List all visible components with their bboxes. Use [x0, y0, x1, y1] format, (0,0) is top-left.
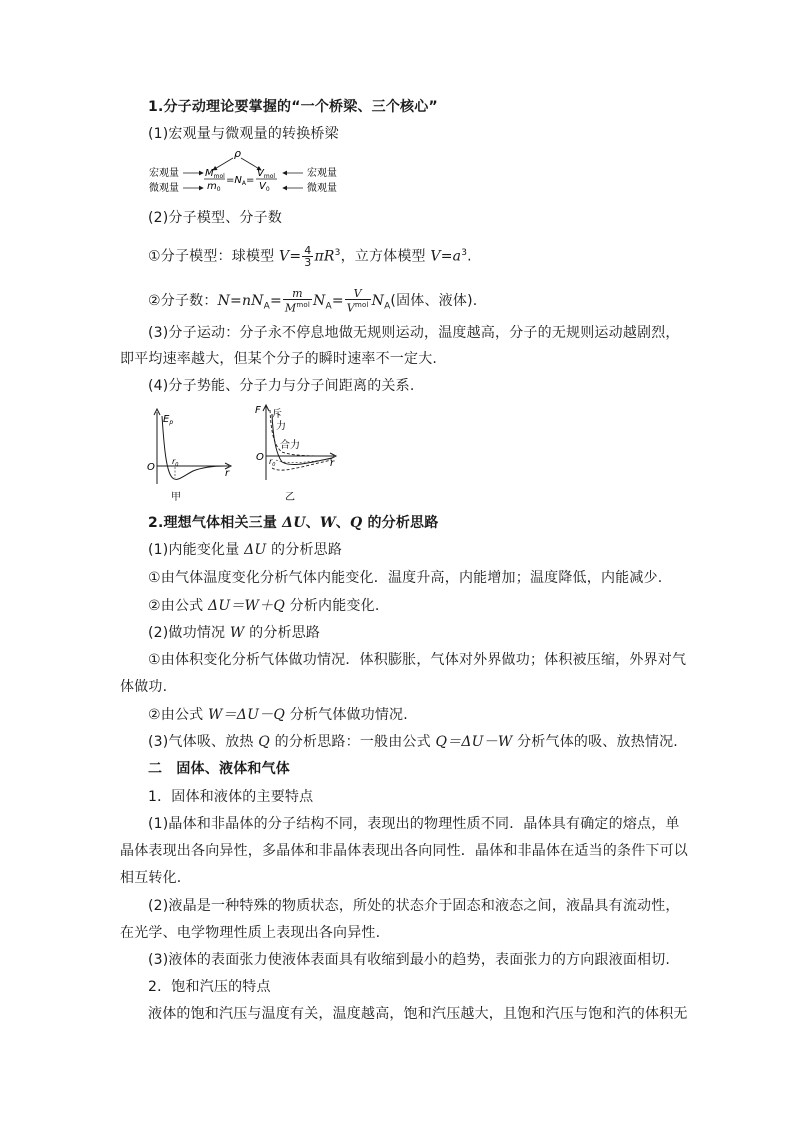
potential-energy-figure [145, 406, 235, 504]
heat-suffix: 分析气体的吸、放热情况. [512, 734, 678, 750]
ie-title-du: ΔU [244, 542, 267, 558]
work-rule-volume-line-1: ①由体积变化分析气体做功情况．体积膨胀，气体对外界做功；体积被压缩，外界对气 [148, 652, 687, 668]
saturated-vapor-line-1: 液体的饱和汽压与温度有关，温度越高，饱和汽压越大，且饱和汽压与饱和汽的体积无 [148, 1006, 688, 1022]
model-eq: = [289, 248, 302, 265]
work-formula: W＝ΔU－Q [208, 707, 285, 723]
micro-label-right: 微观量 [307, 183, 337, 194]
macro-label-left: 宏观量 [149, 168, 179, 179]
molecular-motion-line-2: 即平均速率越大，但某个分子的瞬时速率不一定大. [120, 351, 438, 367]
model-v1: V [279, 248, 290, 265]
model-v2: V [430, 248, 441, 265]
heat-rule-line [148, 733, 678, 751]
count-na-sub: A [263, 301, 270, 312]
molecule-model-line [148, 244, 472, 268]
r0-label-jia: r [172, 457, 176, 466]
svg-text:=NA= [226, 175, 254, 187]
four-thirds-fraction: $\frac{4}{3}$ [304, 244, 312, 270]
subsection-title-saturated-vapor: 2．饱和汽压的特点 [148, 979, 271, 995]
work-formula-prefix: ②由公式 [148, 707, 209, 723]
section-heading-solids-liquids-gases: 二 固体、液体和气体 [148, 761, 290, 777]
ie-title-a: (1)内能变化量 [148, 542, 245, 558]
molecular-force-figure [252, 402, 342, 504]
ideal-gas-w: W [319, 515, 336, 531]
svg-text:r0 [269, 457, 275, 468]
ie-formula: ΔU＝W＋Q [208, 598, 285, 614]
origin-label-jia: O [147, 462, 155, 473]
r-axis-label-yi: r [330, 458, 335, 469]
f-axis-label: F [255, 405, 261, 416]
heat-formula: Q＝ΔU－W [435, 734, 513, 750]
m0-sub: 0 [216, 186, 221, 193]
internal-energy-rule-temperature: ①由气体温度变化分析气体内能变化．温度升高，内能增加；温度降低，内能减少. [148, 570, 663, 586]
svg-text:m0 [207, 181, 221, 193]
svg-text:Mmol [205, 168, 225, 180]
v-over-vmol-fraction: $\frac{V}{V^{mol}}$ [346, 287, 369, 315]
molecular-motion-line-1: (3)分子运动：分子永不停息地做无规则运动，温度越高，分子的无规则运动越剧烈， [148, 325, 680, 341]
model-cube: 3 [334, 248, 341, 258]
figure-caption-jia: 甲 [171, 492, 181, 503]
v-mol: V [257, 168, 264, 179]
ep-axis-sub: p [169, 419, 174, 426]
count-nna: nN [241, 292, 264, 309]
count-eq: = [230, 292, 242, 309]
model-end: . [467, 248, 472, 265]
r0-sub-jia: 0 [175, 462, 179, 468]
count-suffix: (固体、液体). [390, 292, 478, 309]
model-mid: ，立方体模型 [340, 248, 431, 265]
m-over-mmol-fraction: $\frac{m}{M^{mol}}$ [284, 287, 311, 315]
count-na2-sub: A [325, 301, 332, 312]
repulsive-label-1: 斥 [272, 409, 282, 420]
r-axis-label-jia: r [225, 468, 230, 479]
subsection-title-solid-liquid: 1．固体和液体的主要特点 [148, 789, 314, 805]
ideal-gas-sep-1: 、 [305, 515, 320, 531]
work-rule-formula [148, 706, 408, 724]
work-title-b: 的分析思路 [244, 625, 321, 641]
v0: V [259, 181, 266, 192]
m-mol-sub: mol [213, 173, 225, 180]
heat-mid: 的分析思路：一般由公式 [269, 734, 436, 750]
liquid-crystal-line-2: 在光学、电学物理性质上表现出各向异性. [120, 925, 381, 941]
figure-caption-yi: 乙 [285, 492, 295, 503]
count-n: N [217, 292, 231, 309]
micro-label-left: 微观量 [149, 183, 179, 194]
rho-arrow-left [213, 158, 233, 170]
subsection-title-model: (2)分子模型、分子数 [148, 210, 283, 226]
m-mol: M [205, 168, 214, 179]
section-title-molecular-theory: 1.分子动理论要掌握的“一个桥梁、三个核心” [148, 99, 438, 115]
r0-sub-yi: 0 [272, 462, 276, 468]
ideal-gas-title-suffix: 的分析思路 [362, 515, 439, 531]
ideal-gas-title-prefix: 2.理想气体相关三量 [148, 515, 283, 531]
v0-sub: 0 [265, 186, 270, 193]
model-a: a [452, 248, 462, 265]
eq-2: = [245, 175, 255, 186]
macro-micro-bridge-diagram [145, 146, 345, 198]
subsection-title-internal-energy [148, 541, 342, 559]
count-na3-sub: A [384, 301, 391, 312]
ideal-gas-du: ΔU [282, 515, 306, 531]
liquid-crystal-line-1: (2)液晶是一种特殊的物质状态，所处的状态介于固态和液态之间，液晶具有流动性， [148, 898, 680, 914]
subsection-title-work [148, 624, 320, 642]
svg-text:Ep [163, 414, 173, 426]
ideal-gas-q: Q [349, 515, 363, 531]
r0-label-yi: r [269, 457, 273, 466]
subsection-title-potential: (4)分子势能、分子力与分子间距离的关系. [148, 378, 415, 394]
m0: m [207, 181, 217, 192]
crystal-paragraph-line-3: 相互转化. [120, 870, 182, 886]
model-pi-r: πR [314, 248, 335, 265]
heat-prefix: (3)气体吸、放热 [148, 734, 259, 750]
crystal-paragraph-line-2: 晶体表现出各向异性，多晶体和非晶体表现出各向同性．晶体和非晶体在适当的条件下可以 [120, 843, 688, 859]
eq-na: =N [226, 175, 242, 186]
work-title-a: (2)做功情况 [148, 625, 230, 641]
molecule-count-line [148, 288, 477, 316]
heat-q: Q [258, 734, 270, 750]
work-rule-volume-line-2: 体做功. [120, 679, 168, 695]
count-prefix: ②分子数： [148, 292, 218, 309]
ie-formula-prefix: ②由公式 [148, 598, 209, 614]
ie-formula-suffix: 分析内能变化. [285, 598, 380, 614]
resultant-force-label: 合力 [280, 440, 300, 451]
origin-label-yi: O [256, 452, 264, 463]
crystal-paragraph-line-1: (1)晶体和非晶体的分子结构不同，表现出的物理性质不同．晶体具有确定的熔点，单 [148, 816, 680, 832]
rho-symbol: ρ [234, 147, 241, 160]
ep-axis-label: E [163, 414, 170, 425]
macro-label-right: 宏观量 [307, 168, 337, 179]
model-a-cube: 3 [461, 248, 468, 258]
repulsive-label-2: 力 [276, 421, 286, 432]
section-title-ideal-gas [148, 514, 438, 532]
svg-text:Vmol [257, 168, 275, 180]
count-na3: N [371, 292, 385, 309]
count-eq3: = [331, 292, 344, 309]
surface-tension-line: (3)液体的表面张力使液体表面具有收缩到最小的趋势，表面张力的方向跟液面相切. [148, 952, 671, 968]
svg-text:V0 [259, 181, 270, 193]
ideal-gas-sep-2: 、 [335, 515, 350, 531]
count-na2: N [313, 292, 326, 309]
work-formula-suffix: 分析气体做功情况. [285, 707, 408, 723]
v-mol-sub: mol [263, 173, 276, 180]
model-prefix: ①分子模型：球模型 [148, 248, 280, 265]
work-title-w: W [229, 625, 245, 641]
subsection-title-bridge: (1)宏观量与微观量的转换桥梁 [148, 126, 339, 142]
ie-title-b: 的分析思路 [266, 542, 343, 558]
internal-energy-rule-formula [148, 597, 380, 615]
model-eq2: = [440, 248, 453, 265]
na-sub: A [241, 180, 246, 187]
count-eq2: = [269, 292, 282, 309]
